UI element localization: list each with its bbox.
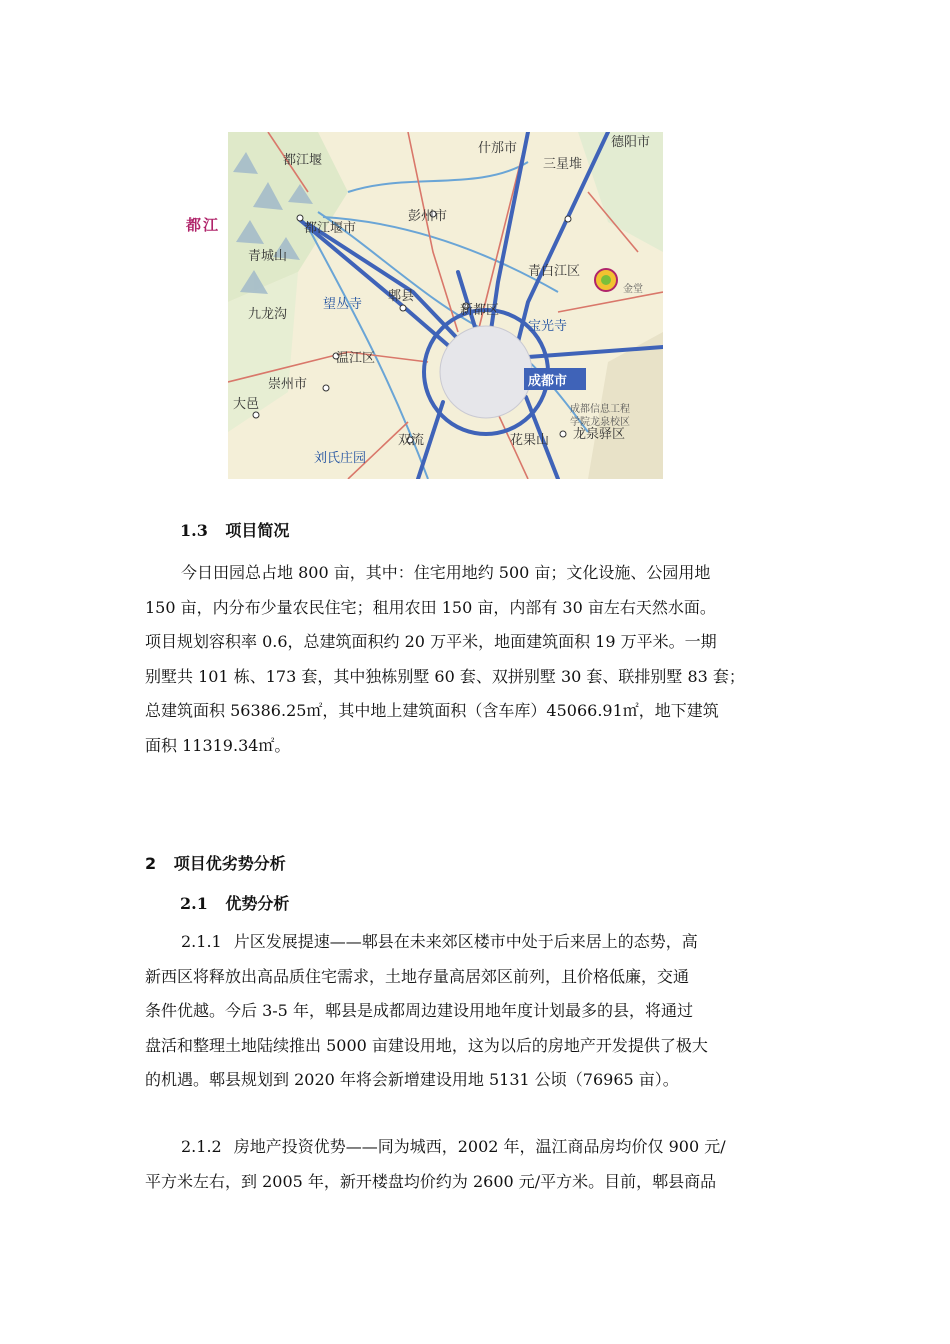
map-label-pengzhou: 彭州市 bbox=[408, 209, 448, 224]
map-label-baoguangsi: 宝光寺 bbox=[528, 319, 568, 334]
map-label-wangcongsi: 望丛寺 bbox=[323, 297, 363, 312]
paragraph-line: 面积 11319.34㎡。 bbox=[145, 735, 291, 755]
map-label-dujiangyan-city: 都江堰市 bbox=[304, 221, 357, 236]
map-label-dayi: 大邑 bbox=[233, 397, 260, 412]
map-label-qingbaijiang: 青白江区 bbox=[528, 264, 581, 279]
paragraph-line: 平方米左右，到 2005 年，新开楼盘均价约为 2600 元/平方米。目前，郫县商品 bbox=[145, 1171, 717, 1191]
map-label-huaguoshan: 花果山 bbox=[510, 433, 550, 448]
map-label-shifang: 什邡市 bbox=[478, 141, 518, 156]
section-2-1-2-paragraph bbox=[145, 1130, 810, 1199]
paragraph-line: 2.1.1 片区发展提速——郫县在未来郊区楼市中处于后来居上的态势，高 bbox=[181, 932, 698, 951]
location-map bbox=[228, 132, 663, 479]
map-label-chongzhou: 崇州市 bbox=[268, 377, 308, 392]
paragraph-line: 盘活和整理土地陆续推出 5000 亩建设用地，这为以后的房地产开发提供了极大 bbox=[145, 1035, 708, 1055]
section-1-3-heading: 1.3 项目简况 bbox=[180, 521, 290, 540]
map-label-wenjiang: 温江区 bbox=[336, 351, 376, 366]
paragraph-line: 今日田园总占地 800 亩，其中：住宅用地约 500 亩；文化设施、公园用地 bbox=[181, 563, 711, 582]
map-label-deyang: 德阳市 bbox=[611, 135, 651, 150]
paragraph-line: 2.1.2 房地产投资优势——同为城西，2002 年，温江商品房均价仅 900 元/ bbox=[181, 1137, 726, 1156]
map-label-jiulonggou: 九龙沟 bbox=[248, 307, 288, 322]
map-label-qingcheng: 青城山 bbox=[248, 249, 288, 264]
map-label-longquan-campus: 学院龙泉校区 bbox=[570, 417, 630, 428]
paragraph-line: 别墅共 101 栋、173 套，其中独栋别墅 60 套、双拼别墅 30 套、联排别墅 83 套； bbox=[145, 666, 745, 686]
paragraph-line: 总建筑面积 56386.25㎡，其中地上建筑面积（含车库）45066.91㎡，地下建筑 bbox=[145, 701, 719, 720]
map-label-shuangliu: 双流 bbox=[398, 433, 425, 448]
map-label-jintang: 金堂 bbox=[623, 284, 643, 295]
map-label-xindu: 新都区 bbox=[460, 303, 500, 318]
section-2-heading: 2 项目优劣势分析 bbox=[145, 854, 286, 873]
paragraph-line: 项目规划容积率 0.6，总建筑面积约 20 万平米，地面建筑面积 19 万平米。一期 bbox=[145, 632, 717, 651]
map-label-xinxi: 成都信息工程 bbox=[570, 404, 630, 415]
section-2-1-1-paragraph bbox=[145, 925, 810, 1098]
map-label-pixian: 郫县 bbox=[388, 289, 415, 304]
map-side-label: 都江 bbox=[186, 216, 221, 234]
paragraph-line: 的机遇。郫县规划到 2020 年将会新增建设用地 5131 公顷（76965 亩）。 bbox=[145, 1070, 679, 1089]
map-label-sanxingdui: 三星堆 bbox=[543, 157, 583, 172]
section-2-1-heading: 2.1 优势分析 bbox=[180, 894, 290, 913]
paragraph-line: 条件优越。今后 3-5 年，郫县是成都周边建设用地年度计划最多的县，将通过 bbox=[145, 1001, 693, 1020]
map-label-chengdu: 成都市 bbox=[528, 374, 568, 389]
paragraph-line: 150 亩，内分布少量农民住宅；租用农田 150 亩，内部有 30 亩左右天然水面。 bbox=[145, 597, 716, 617]
map-drawing bbox=[228, 132, 663, 479]
paragraph-line: 新西区将释放出高品质住宅需求，土地存量高居郊区前列，且价格低廉，交通 bbox=[145, 966, 690, 986]
section-1-3-paragraph bbox=[145, 556, 810, 763]
map-label-longquanyi: 龙泉驿区 bbox=[573, 427, 626, 442]
map-label-dujiangyan: 都江堰 bbox=[283, 153, 323, 168]
map-label-liushi: 刘氏庄园 bbox=[314, 451, 367, 466]
